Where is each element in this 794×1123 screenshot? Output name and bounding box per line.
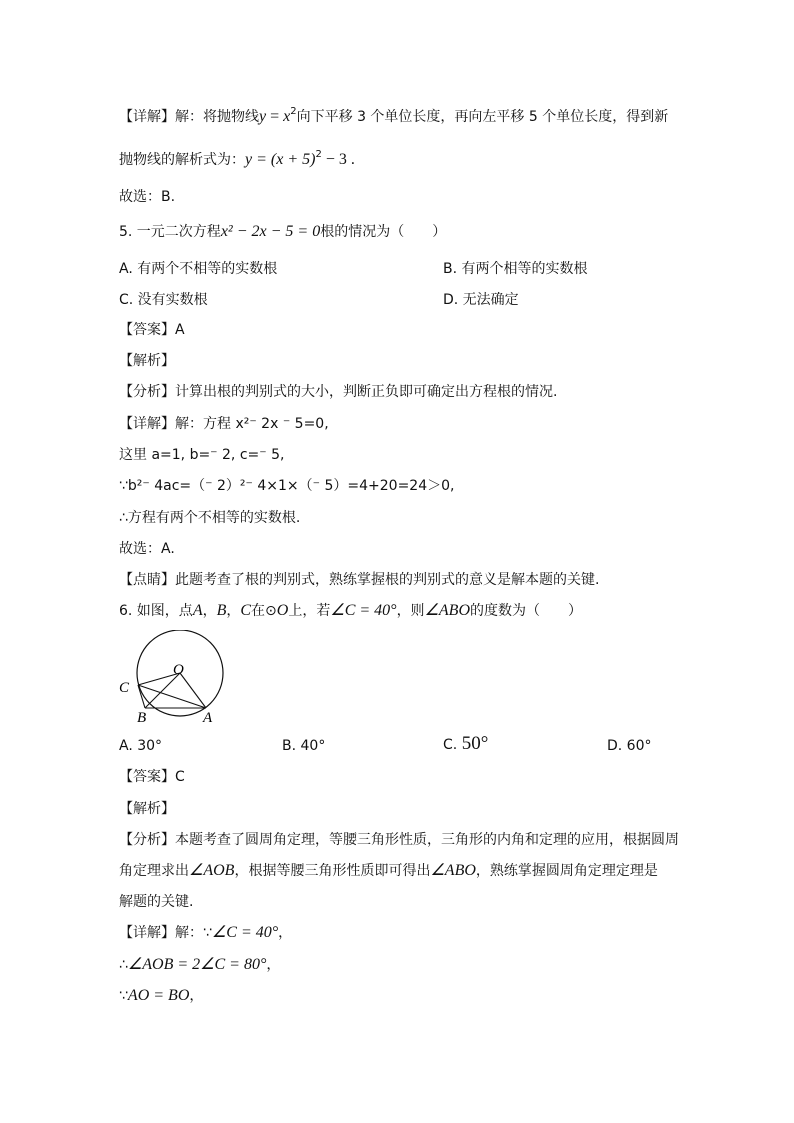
q6-step-2: ∴∠AOB = 2∠C = 80°， — [119, 956, 281, 973]
q6-detail: 【详解】解：∵∠C = 40°， — [119, 924, 293, 941]
q5-answer: 【答案】A — [119, 322, 185, 338]
q6-analysis-line-3: 解题的关键. — [119, 894, 194, 910]
q6-option-c: C. 50° — [443, 733, 489, 754]
q6-analysis-line-2: 角定理求出∠AOB，根据等腰三角形性质即可得出∠ABO，熟练掌握圆周角定理定理是 — [119, 862, 658, 879]
q6-option-d: D. 60° — [607, 738, 652, 754]
q6-answer: 【答案】C — [119, 769, 185, 785]
q5-option-c: C. 没有实数根 — [119, 292, 208, 308]
q5-option-a: A. 有两个不相等的实数根 — [119, 261, 278, 277]
q6-stem: 6. 如图，点A，B，C在⊙O上，若∠C = 40°，则∠ABO的度数为（ ） — [119, 602, 583, 619]
parabola-formula: y = (x + 5) — [245, 151, 316, 168]
q5-coefficients: 这里 a=1, b=⁻ 2, c=⁻ 5, — [119, 447, 285, 463]
q6-step-3: ∵AO = BO， — [119, 987, 204, 1004]
q6-analysis-line-1: 【分析】本题考查了圆周角定理，等腰三角形性质，三角形的内角和定理的应用，根据圆周 — [119, 832, 679, 848]
q5-analysis: 【分析】计算出根的判别式的大小，判断正负即可确定出方程根的情况. — [119, 384, 558, 400]
detail-line-2: 抛物线的解析式为：$y = (x + 5)^2 - 3$ . — [119, 149, 355, 168]
q5-choice: 故选：A. — [119, 541, 175, 557]
q5-conclusion: ∴方程有两个不相等的实数根. — [119, 510, 301, 526]
q6-option-a: A. 30° — [119, 738, 163, 754]
detail-choice: 故选：B. — [119, 189, 176, 205]
q5-option-d: D. 无法确定 — [443, 292, 519, 308]
segment-oa — [180, 673, 206, 708]
q5-detail: 【详解】解：方程 x²⁻ 2x ⁻ 5=0, — [119, 416, 329, 432]
label-a: A — [203, 710, 213, 726]
circle-figure — [115, 630, 235, 730]
label-b: B — [137, 710, 147, 726]
q5-stem: 5. 一元二次方程x² − 2x − 5 = 0根的情况为（ ） — [119, 223, 447, 240]
detail-line-1: 【详解】解：将抛物线$y = x^2$向下平移 3 个单位长度，再向左平移 5 个单位长度，得到新 — [119, 106, 669, 125]
label-c: C — [119, 680, 130, 696]
q6-option-b: B. 40° — [282, 738, 326, 754]
q5-option-b: B. 有两个相等的实数根 — [443, 261, 588, 277]
q5-comment: 【点睛】此题考查了根的判别式，熟练掌握根的判别式的意义是解本题的关键. — [119, 572, 600, 588]
q6-analysis-head: 【解析】 — [119, 801, 175, 817]
q5-discriminant: ∵b²⁻ 4ac=（⁻ 2）²⁻ 4×1×（⁻ 5）=4+20=24＞0, — [119, 478, 455, 494]
label-o: O — [173, 662, 184, 678]
q5-analysis-head: 【解析】 — [119, 353, 175, 369]
